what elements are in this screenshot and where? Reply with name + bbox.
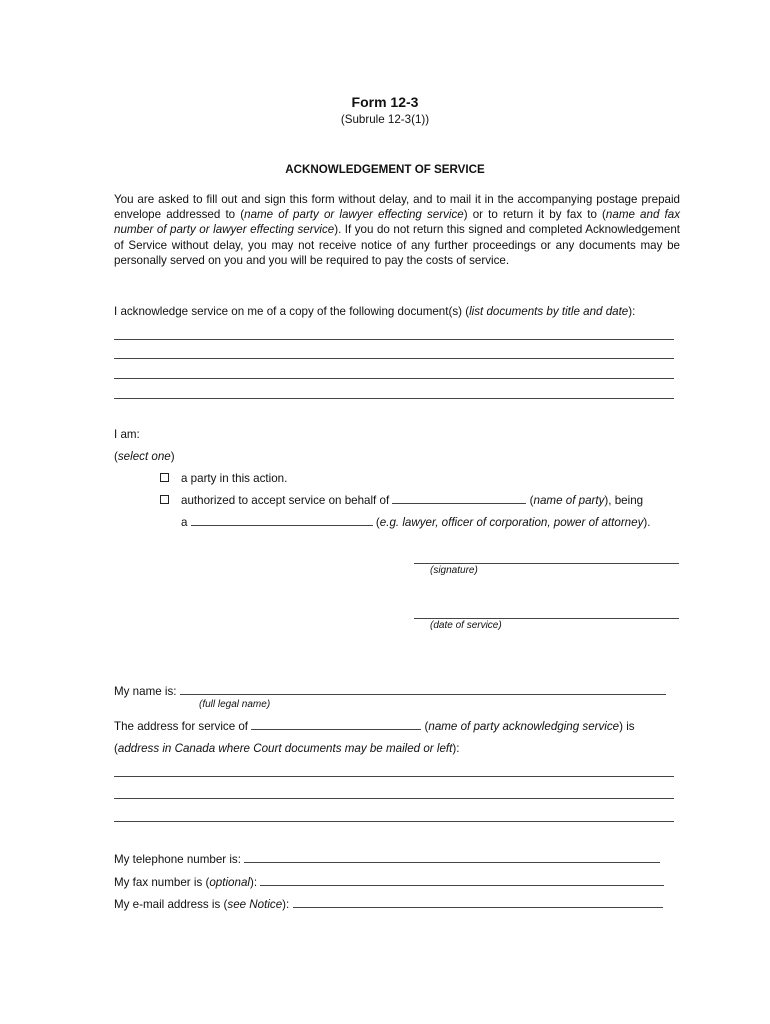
address-row: The address for service of (name of party acknowledging service) is xyxy=(114,720,635,733)
documents-line-2[interactable] xyxy=(114,358,674,359)
address-party-field[interactable] xyxy=(251,719,421,730)
option-authorized: authorized to accept service on behalf of (name of party), being xyxy=(160,493,643,508)
full-name-caption: (full legal name) xyxy=(199,699,271,710)
form-title: Form 12-3 xyxy=(351,94,419,110)
fax-row: My fax number is (optional): xyxy=(114,875,664,890)
email-field[interactable] xyxy=(293,897,663,908)
name-row: My name is: xyxy=(114,684,666,699)
full-name-field[interactable] xyxy=(180,684,666,695)
address-line-2[interactable] xyxy=(114,798,674,799)
fax-field[interactable] xyxy=(260,875,664,886)
authorized-checkbox[interactable] xyxy=(160,495,169,504)
party-checkbox[interactable] xyxy=(160,473,169,482)
date-of-service-caption: (date of service) xyxy=(430,620,502,631)
intro-paragraph: You are asked to fill out and sign this form without delay, and to mail it in the accompanying postage prepaid envelope addressed to (name of party or lawyer effecting service) or to return it by fax to (name and fax number of party or lawyer effecting service). If you do not return this signed and completed Acknowledgement of Service without delay, you may not receive notice of any further proceedings or any documents may be personally served on you and you will be required to pay the costs of service. xyxy=(114,193,680,267)
acknowledge-statement: I acknowledge service on me of a copy of the following document(s) (list documents by title and date): xyxy=(114,305,636,318)
documents-line-3[interactable] xyxy=(114,378,674,379)
email-row: My e-mail address is (see Notice): xyxy=(114,897,663,912)
address-line-1[interactable] xyxy=(114,776,674,777)
address-note: (address in Canada where Court documents may be mailed or left): xyxy=(114,742,460,755)
option-authorized-capacity: a (e.g. lawyer, officer of corporation, power of attorney). xyxy=(181,516,651,529)
select-one-note: (select one) xyxy=(114,450,175,463)
form-heading: ACKNOWLEDGEMENT OF SERVICE xyxy=(285,163,485,176)
capacity-field[interactable] xyxy=(191,515,373,526)
option-party-label: a party in this action. xyxy=(181,472,288,485)
telephone-row: My telephone number is: xyxy=(114,852,660,867)
telephone-field[interactable] xyxy=(244,852,660,863)
i-am-label: I am: xyxy=(114,428,140,441)
signature-caption: (signature) xyxy=(430,565,478,576)
documents-line-4[interactable] xyxy=(114,398,674,399)
form-subrule: (Subrule 12-3(1)) xyxy=(340,113,430,126)
behalf-of-field[interactable] xyxy=(392,493,526,504)
option-party xyxy=(160,471,287,486)
documents-line-1[interactable] xyxy=(114,339,674,340)
address-line-3[interactable] xyxy=(114,821,674,822)
